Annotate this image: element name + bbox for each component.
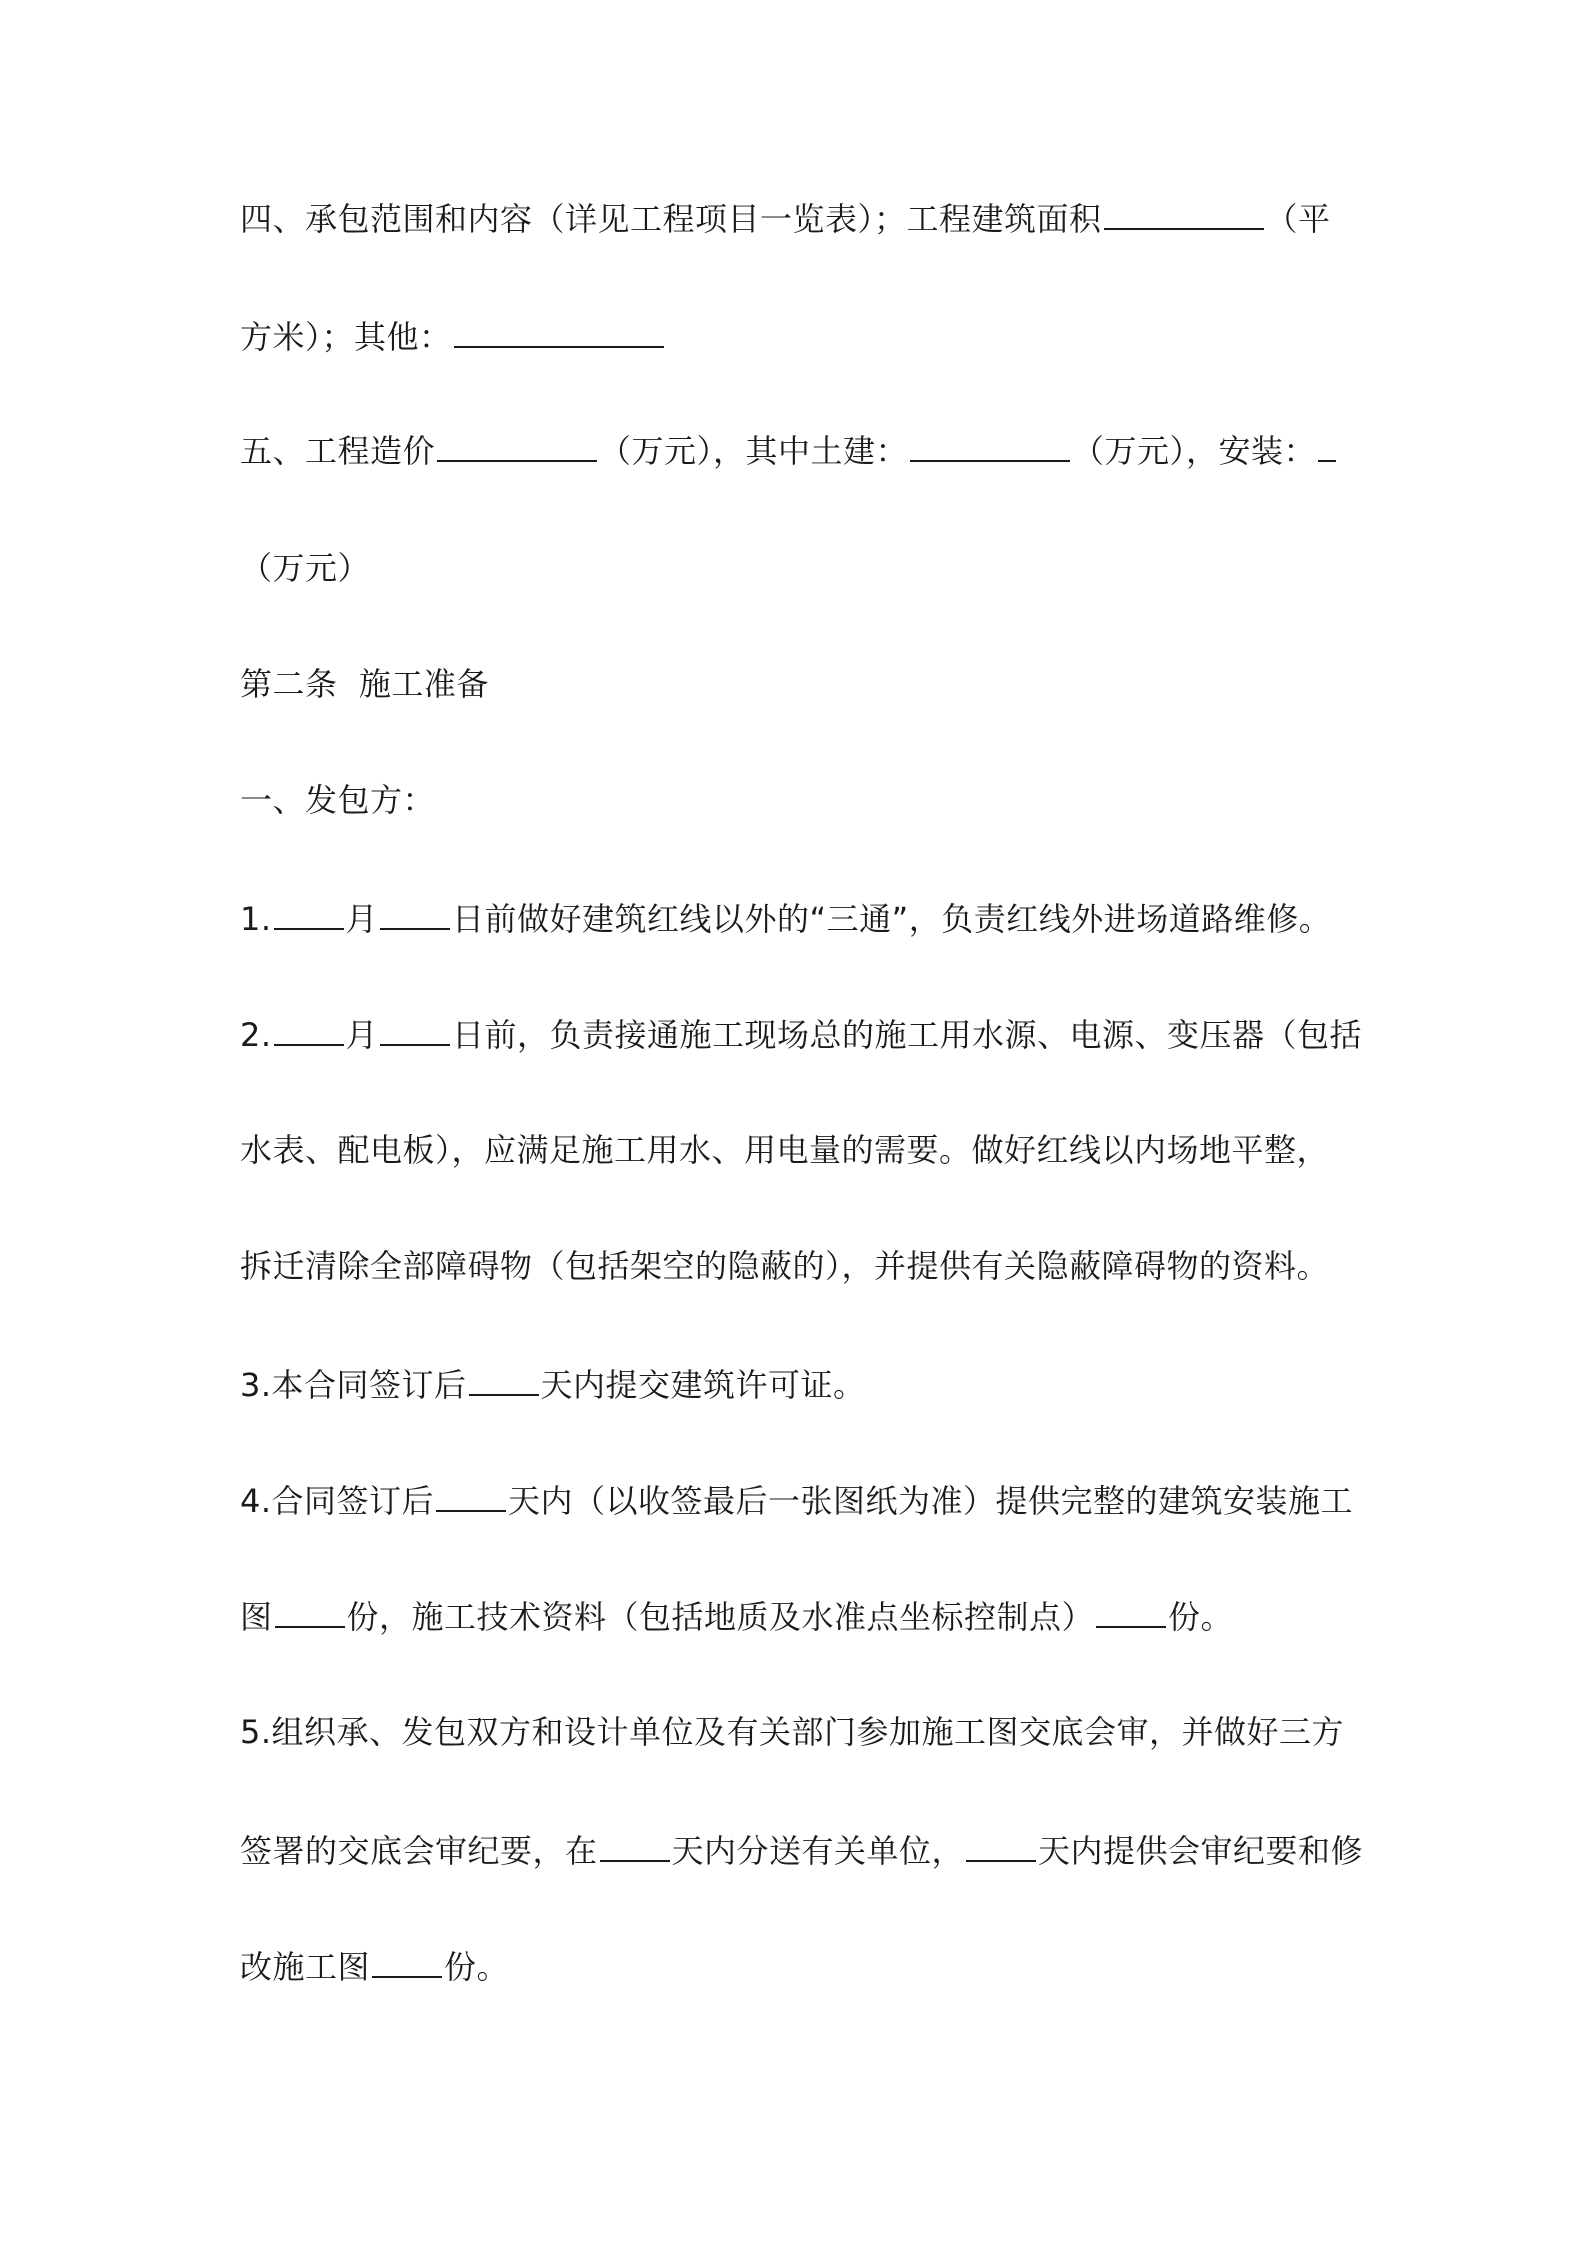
blank-field-days — [436, 1478, 506, 1512]
text-line-item-5 — [240, 1710, 1360, 1754]
copies-end-text: 份。 — [444, 1948, 510, 1986]
text-line-scope — [240, 196, 1360, 241]
other-text: 方米）；其他： — [240, 318, 452, 356]
blank-field-month — [274, 896, 344, 930]
blank-field-cost — [437, 428, 597, 462]
provide-text: 天内提供会审纪要和修 — [1038, 1832, 1364, 1870]
blank-field-day — [380, 896, 450, 930]
blank-field-area — [1104, 196, 1264, 230]
text-line-item-4 — [240, 1478, 1360, 1523]
item-2-number: 2. — [240, 1016, 272, 1054]
item-2-cont2-text: 拆迁清除全部障碍物（包括架空的隐蔽的），并提供有关隐蔽障碍物的资料。 — [240, 1247, 1330, 1285]
text-line-cost — [240, 428, 1360, 473]
text-line-item-2 — [240, 1012, 1363, 1057]
text-line-item-2-cont — [240, 1128, 1360, 1172]
blank-field-copies — [1096, 1594, 1166, 1628]
blank-field-install — [1318, 428, 1336, 462]
item-1-text: 日前做好建筑红线以外的“三通”，负责红线外进场道路维修。 — [452, 900, 1332, 938]
item-3-text: 3.本合同签订后 — [240, 1366, 467, 1404]
text-line-item-2-cont2 — [240, 1244, 1360, 1288]
section-title: 第二条 施工准备 — [240, 665, 489, 703]
section-heading — [240, 662, 1360, 706]
text-line-item-5-cont2 — [240, 1944, 1360, 1989]
blank-field-days — [966, 1828, 1036, 1862]
scope-text: 四、承包范围和内容（详见工程项目一览表）；工程建筑面积 — [240, 200, 1102, 238]
blank-field-other — [454, 314, 664, 348]
text-line-cost-unit — [240, 546, 1360, 590]
text-line-other — [240, 314, 1360, 359]
item-4-text-end: 天内（以收签最后一张图纸为准）提供完整的建筑安装施工 — [508, 1482, 1354, 1520]
copies-text: 份。 — [1168, 1598, 1234, 1636]
install-text: （万元），安装： — [1072, 432, 1317, 470]
text-line-employer — [240, 778, 1360, 822]
item-2-text: 日前，负责接通施工现场总的施工用水源、电源、变压器（包括 — [452, 1016, 1363, 1054]
cost-text: 五、工程造价 — [240, 432, 436, 470]
civil-text: （万元），其中土建： — [599, 432, 909, 470]
item-2-cont-text: 水表、配电板），应满足施工用水、用电量的需要。做好红线以内场地平整， — [240, 1131, 1330, 1169]
employer-text: 一、发包方： — [240, 781, 436, 819]
item-3-text-end: 天内提交建筑许可证。 — [540, 1366, 866, 1404]
drawing-text: 图 — [240, 1598, 273, 1636]
item-5-text: 5.组织承、发包双方和设计单位及有关部门参加施工图交底会审，并做好三方 — [240, 1713, 1345, 1751]
blank-field-day — [380, 1012, 450, 1046]
revised-drawing-text: 改施工图 — [240, 1948, 371, 1986]
blank-field-days — [469, 1362, 539, 1396]
item-4-text: 4.合同签订后 — [240, 1482, 435, 1520]
text-line-item-5-cont — [240, 1828, 1364, 1873]
cost-unit-text: （万元） — [240, 549, 371, 587]
area-unit-text: （平 — [1265, 200, 1331, 238]
month-text: 月 — [345, 900, 379, 938]
text-line-item-1 — [240, 896, 1360, 941]
blank-field-month — [274, 1012, 344, 1046]
item-1-number: 1. — [240, 900, 272, 938]
blank-field-copies — [275, 1594, 345, 1628]
text-line-item-3 — [240, 1362, 1360, 1407]
distribute-text: 天内分送有关单位， — [671, 1832, 965, 1870]
blank-field-copies — [372, 1944, 442, 1978]
month-text: 月 — [345, 1016, 379, 1054]
blank-field-days — [600, 1828, 670, 1862]
minutes-text: 签署的交底会审纪要，在 — [240, 1832, 598, 1870]
tech-material-text: 份，施工技术资料（包括地质及水准点坐标控制点） — [346, 1598, 1095, 1636]
text-line-item-4-cont — [240, 1594, 1360, 1639]
blank-field-civil — [910, 428, 1070, 462]
